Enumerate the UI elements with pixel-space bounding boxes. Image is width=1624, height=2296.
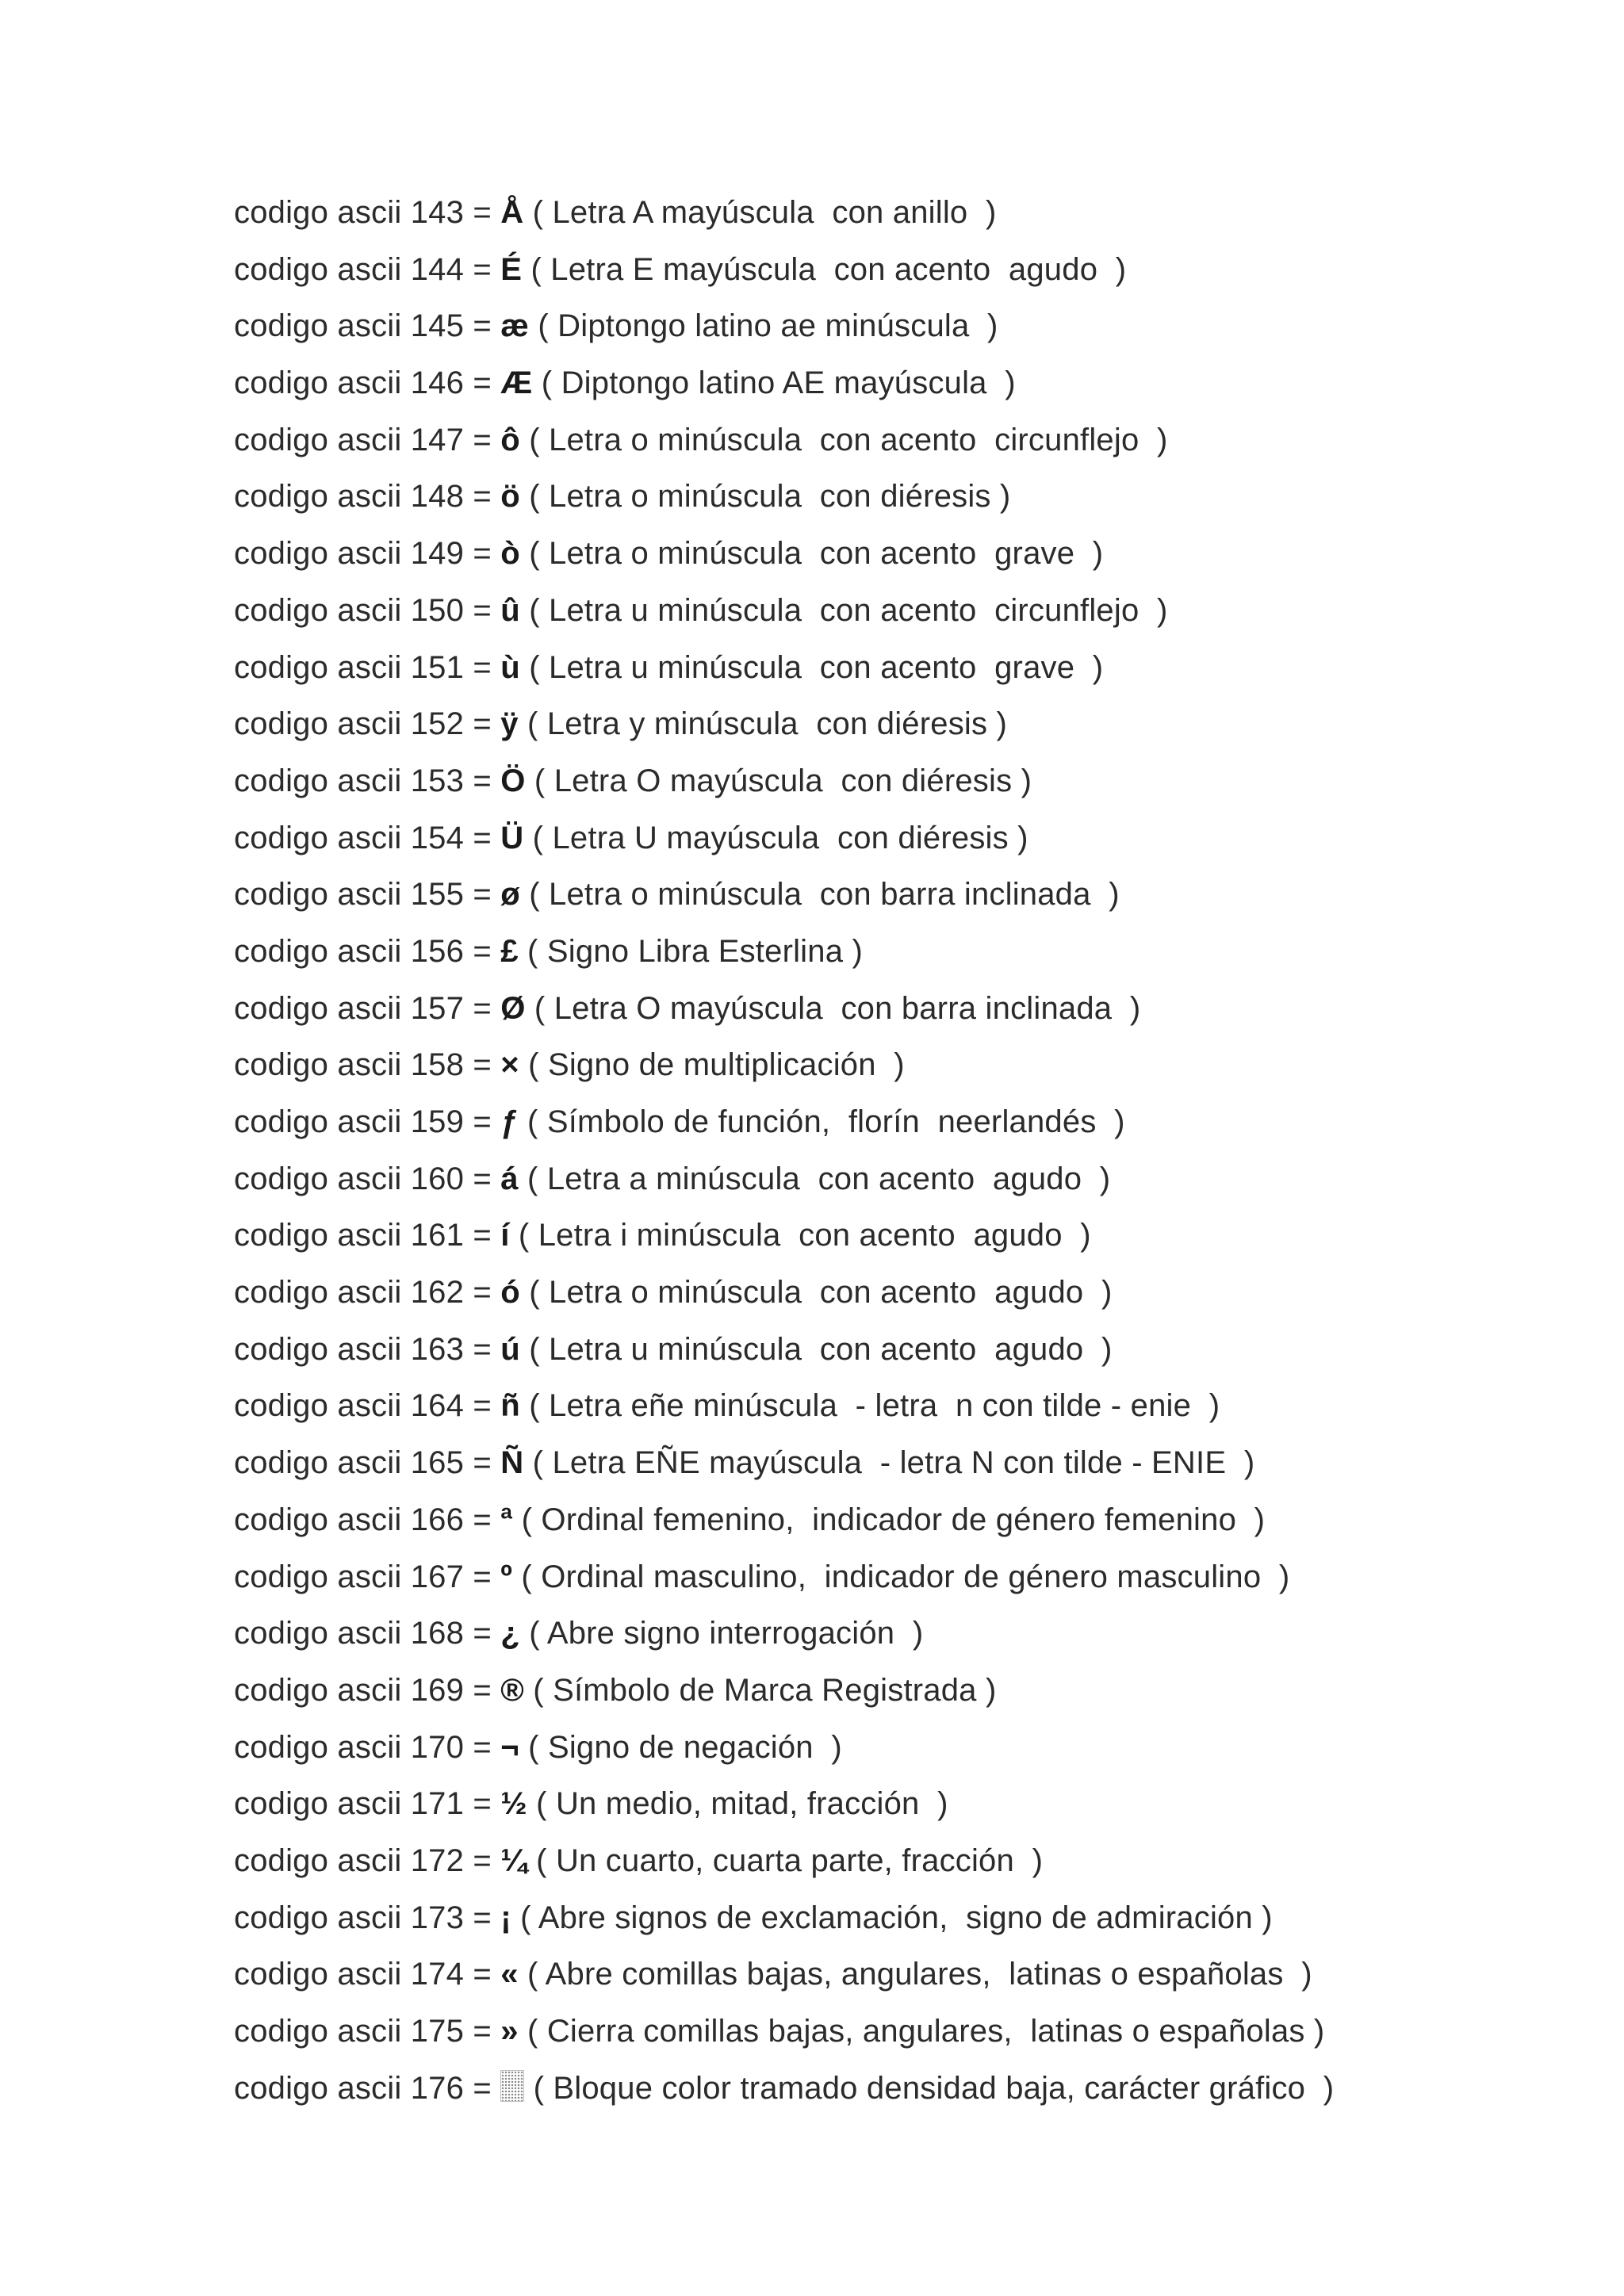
ascii-entry <box>234 1837 1334 1894</box>
ascii-character: Å <box>500 195 524 230</box>
ascii-entry <box>234 1382 1334 1439</box>
ascii-description: ( Letra u minúscula con acento circunflejo ) <box>519 592 1168 628</box>
ascii-code-label: codigo ascii 160 = <box>234 1161 501 1196</box>
ascii-character: í <box>500 1218 510 1253</box>
ascii-character: » <box>500 2014 519 2049</box>
ascii-character: ô <box>500 422 520 457</box>
ascii-description: ( Letra a minúscula con acento agudo ) <box>518 1161 1111 1196</box>
ascii-entry <box>234 1950 1334 2007</box>
ascii-code-label: codigo ascii 170 = <box>234 1729 501 1765</box>
ascii-character: Ø <box>500 990 526 1026</box>
ascii-character: á <box>500 1161 519 1196</box>
ascii-code-label: codigo ascii 145 = <box>234 308 501 344</box>
ascii-description: ( Letra A mayúscula con anillo ) <box>523 195 997 230</box>
ascii-description: ( Letra o minúscula con barra inclinada ) <box>519 877 1120 913</box>
ascii-description: ( Símbolo de Marca Registrada ) <box>523 1672 997 1708</box>
ascii-entry <box>234 1326 1334 1383</box>
ascii-character: Ö <box>500 763 526 798</box>
ascii-code-label: codigo ascii 162 = <box>234 1275 501 1311</box>
ascii-code-label: codigo ascii 154 = <box>234 820 501 855</box>
ascii-entry <box>234 189 1334 246</box>
ascii-code-label: codigo ascii 151 = <box>234 649 501 685</box>
ascii-entry <box>234 1269 1334 1326</box>
ascii-entry <box>234 1609 1334 1667</box>
ascii-character: ® <box>500 1672 524 1708</box>
ascii-character: æ <box>500 308 530 344</box>
ascii-character: É <box>500 251 523 287</box>
ascii-code-label: codigo ascii 169 = <box>234 1672 501 1708</box>
ascii-code-label: codigo ascii 166 = <box>234 1502 501 1537</box>
ascii-code-label: codigo ascii 176 = <box>234 2070 501 2106</box>
ascii-character: £ <box>500 933 519 969</box>
ascii-character: ñ <box>500 1388 520 1424</box>
ascii-code-label: codigo ascii 153 = <box>234 763 501 798</box>
ascii-character: « <box>500 1957 519 1992</box>
ascii-code-label: codigo ascii 159 = <box>234 1104 501 1139</box>
ascii-description: ( Abre signo interrogación ) <box>519 1616 924 1651</box>
ascii-description: ( Abre comillas bajas, angulares, latinas o españolas ) <box>518 1957 1312 1992</box>
ascii-character: ú <box>500 1331 520 1367</box>
ascii-code-label: codigo ascii 164 = <box>234 1388 501 1424</box>
ascii-code-label: codigo ascii 172 = <box>234 1843 501 1878</box>
ascii-character: ÿ <box>500 706 519 742</box>
ascii-character: û <box>500 592 520 628</box>
ascii-code-label: codigo ascii 165 = <box>234 1445 501 1481</box>
ascii-entry <box>234 1211 1334 1269</box>
ascii-code-label: codigo ascii 161 = <box>234 1218 501 1253</box>
ascii-entry <box>234 2064 1334 2122</box>
ascii-character: Ñ <box>500 1445 524 1481</box>
ascii-description: ( Letra O mayúscula con barra inclinada ) <box>525 990 1141 1026</box>
ascii-description: ( Letra o minúscula con acento circunflejo ) <box>519 422 1168 457</box>
ascii-code-label: codigo ascii 149 = <box>234 536 501 572</box>
ascii-description: ( Letra E mayúscula con acento agudo ) <box>522 251 1127 287</box>
ascii-character: ö <box>500 479 520 515</box>
ascii-code-label: codigo ascii 168 = <box>234 1616 501 1651</box>
ascii-description: ( Abre signos de exclamación, signo de admiración ) <box>511 1900 1273 1935</box>
ascii-entry <box>234 587 1334 644</box>
ascii-description: ( Símbolo de función, florín neerlandés ) <box>518 1104 1125 1139</box>
ascii-character: ¿ <box>500 1616 520 1651</box>
ascii-character: ø <box>500 877 520 913</box>
ascii-entry <box>234 985 1334 1042</box>
ascii-description: ( Diptongo latino ae minúscula ) <box>529 308 998 344</box>
ascii-entry <box>234 1553 1334 1610</box>
ascii-code-label: codigo ascii 144 = <box>234 251 501 287</box>
ascii-code-label: codigo ascii 155 = <box>234 877 501 913</box>
ascii-description: ( Letra o minúscula con diéresis ) <box>519 479 1011 515</box>
ascii-description: ( Letra u minúscula con acento agudo ) <box>519 1331 1113 1367</box>
ascii-description: ( Letra i minúscula con acento agudo ) <box>509 1218 1091 1253</box>
ascii-character: ª <box>500 1502 513 1537</box>
ascii-code-label: codigo ascii 156 = <box>234 933 501 969</box>
ascii-entry <box>234 1724 1334 1781</box>
ascii-entry <box>234 928 1334 985</box>
ascii-entry <box>234 871 1334 928</box>
ascii-description: ( Signo de multiplicación ) <box>519 1047 905 1083</box>
ascii-character: ¼ <box>500 1843 527 1878</box>
ascii-entry <box>234 1098 1334 1155</box>
ascii-code-label: codigo ascii 175 = <box>234 2014 501 2049</box>
ascii-entry <box>234 1496 1334 1553</box>
ascii-entry <box>234 416 1334 473</box>
ascii-character: ó <box>500 1275 520 1311</box>
ascii-code-label: codigo ascii 146 = <box>234 365 501 401</box>
ascii-code-label: codigo ascii 158 = <box>234 1047 501 1083</box>
ascii-entry <box>234 1894 1334 1951</box>
ascii-description: ( Un medio, mitad, fracción ) <box>527 1786 948 1822</box>
ascii-description: ( Ordinal masculino, indicador de género masculino ) <box>512 1559 1290 1594</box>
ascii-code-label: codigo ascii 163 = <box>234 1331 501 1367</box>
ascii-entry <box>234 302 1334 359</box>
ascii-code-label: codigo ascii 174 = <box>234 1957 501 1992</box>
ascii-entry <box>234 700 1334 757</box>
ascii-code-label: codigo ascii 147 = <box>234 422 501 457</box>
ascii-description: ( Letra O mayúscula con diéresis ) <box>525 763 1032 798</box>
ascii-entry <box>234 1780 1334 1837</box>
ascii-description: ( Letra U mayúscula con diéresis ) <box>523 820 1028 855</box>
ascii-description: ( Letra EÑE mayúscula - letra N con tilde - ENIE ) <box>523 1445 1255 1481</box>
ascii-character: ù <box>500 649 520 685</box>
ascii-entry <box>234 530 1334 587</box>
ascii-entry <box>234 246 1334 303</box>
ascii-description: ( Letra o minúscula con acento agudo ) <box>519 1275 1113 1311</box>
ascii-description: ( Diptongo latino AE mayúscula ) <box>532 365 1016 401</box>
ascii-entry <box>234 814 1334 871</box>
ascii-code-label: codigo ascii 173 = <box>234 1900 501 1935</box>
ascii-character: ò <box>500 536 520 572</box>
ascii-entry <box>234 1439 1334 1496</box>
ascii-code-label: codigo ascii 157 = <box>234 990 501 1026</box>
ascii-description: ( Letra eñe minúscula - letra n con tilde - enie ) <box>519 1388 1220 1424</box>
ascii-description: ( Signo Libra Esterlina ) <box>518 933 863 969</box>
ascii-description: ( Bloque color tramado densidad baja, carácter gráfico ) <box>524 2070 1335 2106</box>
ascii-code-label: codigo ascii 143 = <box>234 195 501 230</box>
ascii-character: Ü <box>500 820 524 855</box>
ascii-character: × <box>500 1047 519 1083</box>
ascii-code-label: codigo ascii 148 = <box>234 479 501 515</box>
ascii-code-label: codigo ascii 152 = <box>234 706 501 742</box>
ascii-character: Æ <box>500 365 533 401</box>
ascii-code-label: codigo ascii 150 = <box>234 592 501 628</box>
ascii-description: ( Signo de negación ) <box>519 1729 842 1765</box>
ascii-code-label: codigo ascii 171 = <box>234 1786 501 1822</box>
ascii-description: ( Ordinal femenino, indicador de género femenino ) <box>512 1502 1266 1537</box>
ascii-description: ( Un cuarto, cuarta parte, fracción ) <box>527 1843 1044 1878</box>
ascii-description: ( Letra o minúscula con acento grave ) <box>519 536 1104 572</box>
ascii-entry <box>234 359 1334 416</box>
ascii-code-list <box>234 189 1334 2121</box>
ascii-entry <box>234 1155 1334 1212</box>
ascii-entry <box>234 2007 1334 2064</box>
ascii-code-label: codigo ascii 167 = <box>234 1559 501 1594</box>
ascii-entry <box>234 644 1334 701</box>
ascii-character: ¬ <box>500 1729 519 1765</box>
ascii-character: ½ <box>500 1786 527 1822</box>
ascii-character: ¡ <box>500 1900 511 1935</box>
ascii-character: º <box>500 1559 513 1594</box>
ascii-entry <box>234 757 1334 814</box>
ascii-shade-block-glyph <box>500 2070 524 2102</box>
ascii-entry <box>234 1667 1334 1724</box>
ascii-description: ( Cierra comillas bajas, angulares, latinas o españolas ) <box>518 2014 1325 2049</box>
ascii-entry <box>234 473 1334 530</box>
ascii-character: ƒ <box>500 1104 519 1139</box>
ascii-entry <box>234 1041 1334 1098</box>
ascii-description: ( Letra y minúscula con diéresis ) <box>518 706 1008 742</box>
ascii-description: ( Letra u minúscula con acento grave ) <box>519 649 1104 685</box>
